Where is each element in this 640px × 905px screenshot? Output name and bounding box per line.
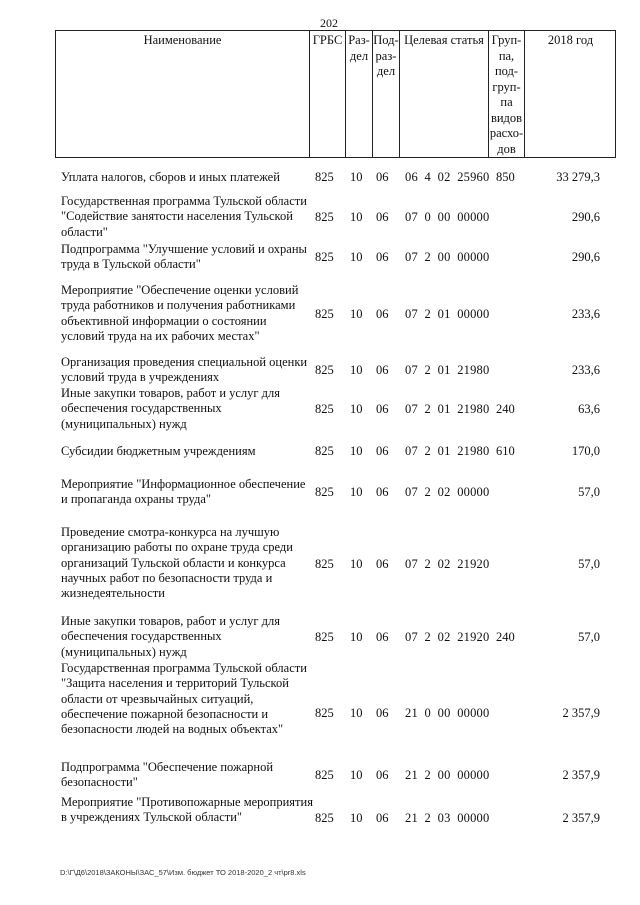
row-grbs: 825: [315, 210, 334, 224]
row-sum: 170,0: [571, 444, 600, 458]
row-grbs: 825: [315, 444, 334, 458]
row-razdel: 10: [350, 444, 363, 458]
row-grbs: 825: [315, 485, 334, 499]
row-razdel: 10: [350, 170, 363, 184]
row-target: 07 2 00 00000: [405, 250, 490, 264]
row-name: Иные закупки товаров, работ и услуг для обеспечения государственных (муниципальных) нужд: [61, 614, 281, 659]
row-podrazdel: 06: [376, 210, 389, 224]
row-razdel: 10: [350, 706, 363, 720]
row-target: 07 2 02 21920: [405, 557, 490, 571]
row-name: Иные закупки товаров, работ и услуг для обеспечения государственных (муниципальных) нужд: [61, 386, 281, 431]
row-podrazdel: 06: [376, 811, 389, 825]
row-name: Государственная программа Тульской области "Защита населения и территорий Тульской области от чрезвычайных ситуаций, обеспечение пожарной безопасности и безопасности людей на водных объектах": [61, 661, 307, 737]
row-razdel: 10: [350, 768, 363, 782]
row-group: 240: [496, 402, 515, 416]
row-group: 850: [496, 170, 515, 184]
row-name: Уплата налогов, сборов и иных платежей: [61, 170, 280, 184]
row-sum: 2 357,9: [562, 706, 600, 720]
row-target: 06 4 02 25960: [405, 170, 490, 184]
footer-file-path: D:\Г\Д6\2018\ЗАКОНЫ\ЗАС_57\Изм. бюджет ТО 2018-2020_2 чт\pr8.xls: [60, 868, 306, 877]
row-target: 07 0 00 00000: [405, 210, 490, 224]
row-sum: 57,0: [578, 557, 600, 571]
row-podrazdel: 06: [376, 768, 389, 782]
row-target: 07 2 01 21980: [405, 402, 490, 416]
header-razdel: Раз- дел: [345, 31, 372, 157]
row-name: Организация проведения специальной оценки условий труда в учреждениях: [61, 355, 308, 385]
row-group: 610: [496, 444, 515, 458]
row-grbs: 825: [315, 630, 334, 644]
row-razdel: 10: [350, 307, 363, 321]
header-target: Целевая статья: [399, 31, 488, 157]
row-sum: 63,6: [578, 402, 600, 416]
row-podrazdel: 06: [376, 444, 389, 458]
header-name: Наименование: [143, 33, 222, 47]
row-target: 21 2 00 00000: [405, 768, 490, 782]
row-podrazdel: 06: [376, 170, 389, 184]
header-grbs: ГРБС: [309, 31, 345, 157]
row-podrazdel: 06: [376, 250, 389, 264]
row-grbs: 825: [315, 250, 334, 264]
row-target: 07 2 01 21980: [405, 363, 490, 377]
row-podrazdel: 06: [376, 485, 389, 499]
row-sum: 57,0: [578, 630, 600, 644]
row-target: 21 0 00 00000: [405, 706, 490, 720]
row-podrazdel: 06: [376, 630, 389, 644]
row-podrazdel: 06: [376, 706, 389, 720]
row-razdel: 10: [350, 630, 363, 644]
row-grbs: 825: [315, 768, 334, 782]
row-razdel: 10: [350, 485, 363, 499]
row-target: 07 2 01 21980: [405, 444, 490, 458]
table-header: [55, 30, 616, 158]
row-sum: 290,6: [571, 250, 600, 264]
row-podrazdel: 06: [376, 402, 389, 416]
row-podrazdel: 06: [376, 307, 389, 321]
row-sum: 290,6: [571, 210, 600, 224]
row-target: 07 2 02 00000: [405, 485, 490, 499]
row-razdel: 10: [350, 402, 363, 416]
page-number: 202: [320, 16, 338, 30]
row-sum: 57,0: [578, 485, 600, 499]
row-podrazdel: 06: [376, 363, 389, 377]
row-grbs: 825: [315, 170, 334, 184]
row-target: 21 2 03 00000: [405, 811, 490, 825]
header-year: 2018 год: [524, 31, 616, 157]
row-sum: 233,6: [571, 307, 600, 321]
row-sum: 33 279,3: [556, 170, 600, 184]
row-podrazdel: 06: [376, 557, 389, 571]
row-group: 240: [496, 630, 515, 644]
row-razdel: 10: [350, 363, 363, 377]
row-grbs: 825: [315, 706, 334, 720]
row-name: Субсидии бюджетным учреждениям: [61, 444, 256, 458]
row-name: Подпрограмма "Обеспечение пожарной безопасности": [61, 760, 274, 790]
row-name: Мероприятие "Противопожарные мероприятия в учреждениях Тульской области": [61, 795, 313, 825]
row-name: Подпрограмма "Улучшение условий и охраны труда в Тульской области": [61, 242, 307, 272]
row-sum: 2 357,9: [562, 768, 600, 782]
header-podrazdel: Под- раз- дел: [372, 31, 399, 157]
row-name: Государственная программа Тульской области "Содействие занятости населения Тульской области": [61, 194, 307, 239]
row-target: 07 2 01 00000: [405, 307, 490, 321]
row-grbs: 825: [315, 307, 334, 321]
row-grbs: 825: [315, 557, 334, 571]
row-name: Мероприятие "Информационное обеспечение и пропаганда охраны труда": [61, 477, 306, 507]
row-grbs: 825: [315, 811, 334, 825]
header-group: Груп- па, под- груп- па видов расхо- дов: [489, 33, 524, 156]
row-target: 07 2 02 21920: [405, 630, 490, 644]
row-razdel: 10: [350, 811, 363, 825]
row-sum: 233,6: [571, 363, 600, 377]
row-razdel: 10: [350, 557, 363, 571]
row-sum: 2 357,9: [562, 811, 600, 825]
row-name: Мероприятие "Обеспечение оценки условий труда работников и получения работниками объективной информации о состоянии условий труда на их рабочих местах": [61, 283, 299, 343]
row-name: Проведение смотра-конкурса на лучшую организацию работы по охране труда среди организаций Тульской области и конкурса научных работ по безопасности труда и жизнедеятельности: [61, 525, 293, 601]
row-grbs: 825: [315, 363, 334, 377]
row-razdel: 10: [350, 210, 363, 224]
row-grbs: 825: [315, 402, 334, 416]
row-razdel: 10: [350, 250, 363, 264]
